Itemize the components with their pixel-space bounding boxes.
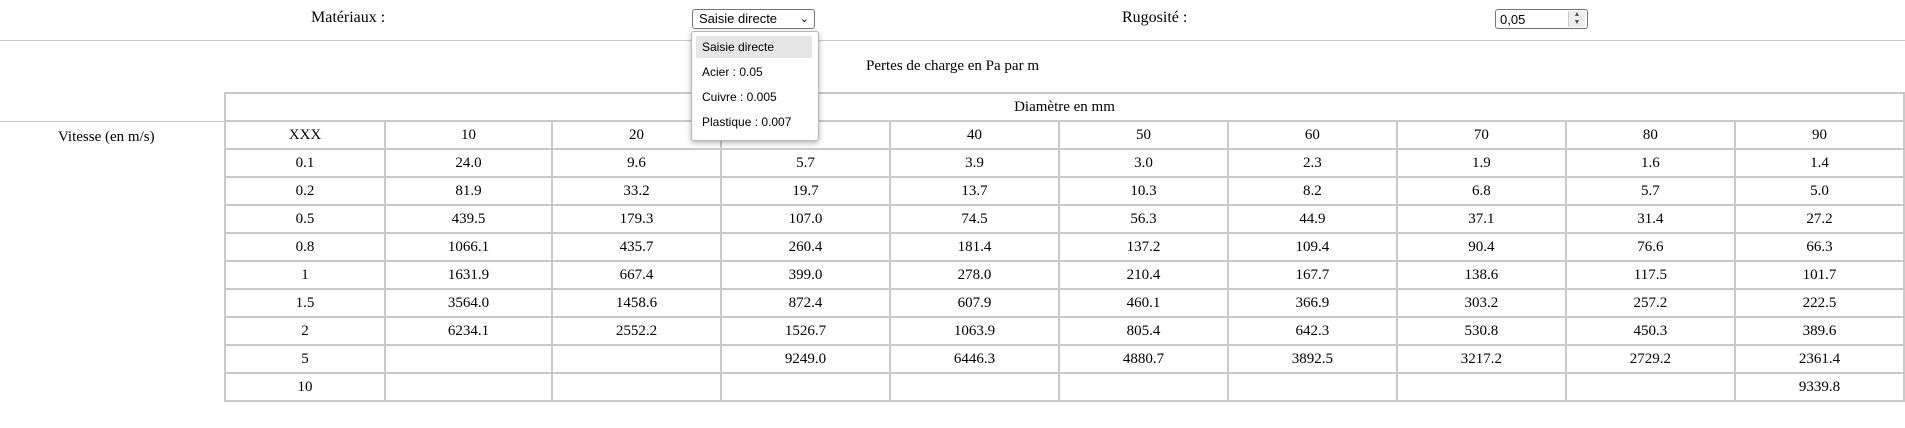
- table-row: [225, 317, 1904, 345]
- table-cell: 642.3: [1228, 317, 1397, 345]
- table-cell: 167.7: [1228, 261, 1397, 289]
- diameter-header: Diamètre en mm: [225, 93, 1904, 121]
- table-cell: 90.4: [1397, 233, 1566, 261]
- table-cell: 117.5: [1566, 261, 1735, 289]
- table-cell: [552, 345, 721, 373]
- table-cell: 6446.3: [890, 345, 1059, 373]
- table-cell: [1566, 373, 1735, 401]
- materiaux-select-value: Saisie directe: [699, 11, 778, 26]
- table-cell: 278.0: [890, 261, 1059, 289]
- table-cell: 1.4: [1735, 149, 1904, 177]
- rugosite-input[interactable]: [1495, 9, 1588, 29]
- table-row: [225, 373, 1904, 401]
- table-cell: 805.4: [1059, 317, 1228, 345]
- velocity-cell: 10: [225, 373, 385, 401]
- table-cell: 27.2: [1735, 205, 1904, 233]
- table-row: [225, 233, 1904, 261]
- table-cell: 181.4: [890, 233, 1059, 261]
- table-cell: 1.6: [1566, 149, 1735, 177]
- table-cell: 1063.9: [890, 317, 1059, 345]
- table-cell: 1631.9: [385, 261, 552, 289]
- table-cell: 2552.2: [552, 317, 721, 345]
- table-cell: 1526.7: [721, 317, 890, 345]
- table-cell: 13.7: [890, 177, 1059, 205]
- table-cell: [1059, 373, 1228, 401]
- table-cell: 3564.0: [385, 289, 552, 317]
- table-cell: [721, 373, 890, 401]
- table-row: [225, 345, 1904, 373]
- chevron-down-icon: ⌄: [799, 13, 809, 25]
- velocity-cell: 0.5: [225, 205, 385, 233]
- table-cell: 435.7: [552, 233, 721, 261]
- table-cell: 76.6: [1566, 233, 1735, 261]
- table-row: [225, 261, 1904, 289]
- table-cell: 74.5: [890, 205, 1059, 233]
- table-cell: 667.4: [552, 261, 721, 289]
- table-cell: 9339.8: [1735, 373, 1904, 401]
- table-cell: 1458.6: [552, 289, 721, 317]
- table-cell: 460.1: [1059, 289, 1228, 317]
- table-cell: 366.9: [1228, 289, 1397, 317]
- diameter-header-cell: 60: [1228, 121, 1397, 149]
- table-cell: 257.2: [1566, 289, 1735, 317]
- table-cell: 260.4: [721, 233, 890, 261]
- table-cell: 33.2: [552, 177, 721, 205]
- table-cell: 24.0: [385, 149, 552, 177]
- table-cell: 872.4: [721, 289, 890, 317]
- table-cell: 81.9: [385, 177, 552, 205]
- diameter-header-cell: 70: [1397, 121, 1566, 149]
- table-cell: 3.0: [1059, 149, 1228, 177]
- table-row: [225, 177, 1904, 205]
- table-cell: 303.2: [1397, 289, 1566, 317]
- table-cell: 2.3: [1228, 149, 1397, 177]
- diameter-header-cell: 40: [890, 121, 1059, 149]
- table-cell: 5.0: [1735, 177, 1904, 205]
- velocity-cell: 5: [225, 345, 385, 373]
- table-cell: 3.9: [890, 149, 1059, 177]
- dropdown-option[interactable]: Saisie directe: [696, 36, 812, 58]
- divider: [0, 40, 1905, 41]
- velocity-cell: 2: [225, 317, 385, 345]
- table-cell: 530.8: [1397, 317, 1566, 345]
- table-cell: [1397, 373, 1566, 401]
- table-cell: 10.3: [1059, 177, 1228, 205]
- spinner-icon[interactable]: ▲ ▼: [1568, 11, 1585, 27]
- diameter-header-cell: 90: [1735, 121, 1904, 149]
- table-cell: 107.0: [721, 205, 890, 233]
- dropdown-option[interactable]: Plastique : 0.007: [702, 115, 792, 129]
- table-cell: 138.6: [1397, 261, 1566, 289]
- row-header-label: Vitesse (en m/s): [58, 129, 155, 145]
- table-cell: 5.7: [1566, 177, 1735, 205]
- table-cell: 222.5: [1735, 289, 1904, 317]
- table-cell: 2361.4: [1735, 345, 1904, 373]
- table-cell: 389.6: [1735, 317, 1904, 345]
- diameter-header-cell: 50: [1059, 121, 1228, 149]
- table-cell: 399.0: [721, 261, 890, 289]
- table-cell: 9.6: [552, 149, 721, 177]
- table-cell: 31.4: [1566, 205, 1735, 233]
- table-cell: 8.2: [1228, 177, 1397, 205]
- table-row: [225, 289, 1904, 317]
- velocity-cell: 0.2: [225, 177, 385, 205]
- table-cell: 44.9: [1228, 205, 1397, 233]
- table-cell: 9249.0: [721, 345, 890, 373]
- table-cell: 1.9: [1397, 149, 1566, 177]
- materiaux-select[interactable]: [692, 9, 815, 29]
- table-cell: 1066.1: [385, 233, 552, 261]
- rugosite-label: Rugosité :: [1122, 9, 1188, 26]
- table-caption: Pertes de charge en Pa par m: [866, 58, 1039, 74]
- table-cell: 101.7: [1735, 261, 1904, 289]
- table-cell: 179.3: [552, 205, 721, 233]
- table-cell: 56.3: [1059, 205, 1228, 233]
- table-cell: 2729.2: [1566, 345, 1735, 373]
- velocity-cell: 0.1: [225, 149, 385, 177]
- materiaux-dropdown[interactable]: [691, 31, 819, 141]
- table-cell: 37.1: [1397, 205, 1566, 233]
- table-cell: 137.2: [1059, 233, 1228, 261]
- dropdown-option[interactable]: Acier : 0.05: [702, 65, 763, 79]
- velocity-cell: 1.5: [225, 289, 385, 317]
- dropdown-option[interactable]: Cuivre : 0.005: [702, 90, 777, 104]
- table-cell: 210.4: [1059, 261, 1228, 289]
- materiaux-label: Matériaux :: [311, 9, 386, 26]
- diameter-header-cell: 20: [552, 121, 721, 149]
- table-cell: 4880.7: [1059, 345, 1228, 373]
- diameter-header-cell: 80: [1566, 121, 1735, 149]
- table-row: [225, 149, 1904, 177]
- velocity-cell: 1: [225, 261, 385, 289]
- table-cell: 439.5: [385, 205, 552, 233]
- table-row: [225, 205, 1904, 233]
- table-cell: 19.7: [721, 177, 890, 205]
- table-cell: [385, 373, 552, 401]
- table-cell: 3892.5: [1228, 345, 1397, 373]
- velocity-cell: 0.8: [225, 233, 385, 261]
- table-cell: [890, 373, 1059, 401]
- table-cell: 6.8: [1397, 177, 1566, 205]
- row-header-cell: [0, 121, 224, 145]
- rugosite-input-value: 0,05: [1500, 12, 1526, 27]
- table-cell: 3217.2: [1397, 345, 1566, 373]
- table-cell: [552, 373, 721, 401]
- table-cell: 6234.1: [385, 317, 552, 345]
- table-cell: [385, 345, 552, 373]
- table-cell: 109.4: [1228, 233, 1397, 261]
- table-cell: 5.7: [721, 149, 890, 177]
- diameter-header-cell: 10: [385, 121, 552, 149]
- table-cell: [1228, 373, 1397, 401]
- corner-cell: XXX: [225, 121, 385, 149]
- table-cell: 607.9: [890, 289, 1059, 317]
- table-cell: 450.3: [1566, 317, 1735, 345]
- table-cell: 66.3: [1735, 233, 1904, 261]
- pressure-loss-table: [224, 92, 1905, 402]
